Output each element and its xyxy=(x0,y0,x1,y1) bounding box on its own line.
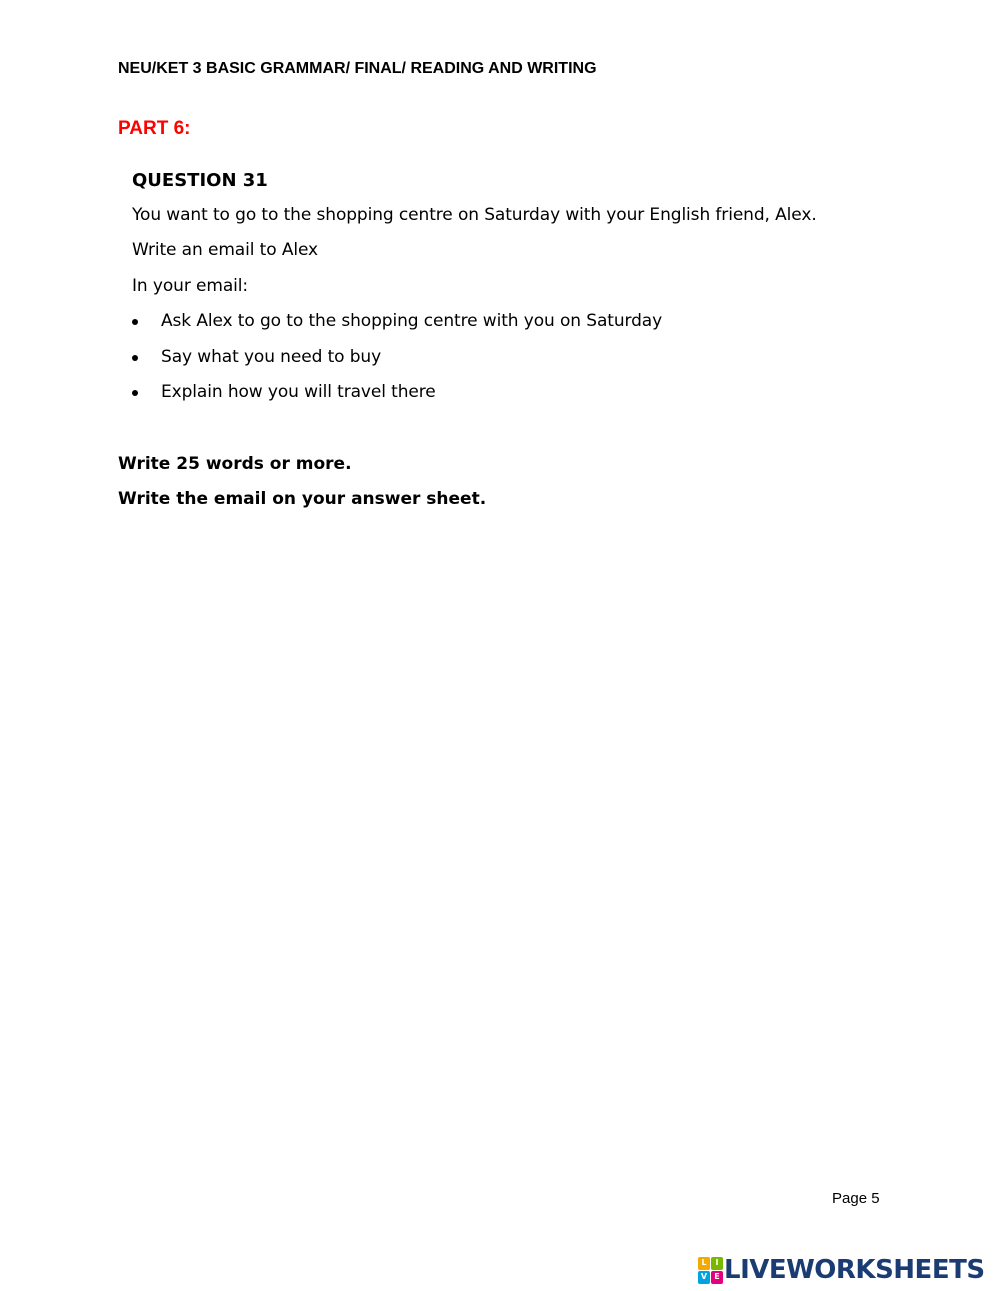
task-description: You want to go to the shopping centre on Saturday with your English friend, Alex. xyxy=(132,205,817,225)
logo-text: LIVEWORKSHEETS xyxy=(724,1255,985,1285)
document-header: NEU/KET 3 BASIC GRAMMAR/ FINAL/ READING AND WRITING xyxy=(118,60,597,77)
word-count-instruction: Write 25 words or more. xyxy=(118,454,352,474)
bullet-icon xyxy=(132,355,138,361)
logo-mark-letter: V xyxy=(698,1271,710,1284)
part-title: PART 6: xyxy=(118,118,191,139)
logo-mark-icon xyxy=(698,1257,722,1283)
question-title: QUESTION 31 xyxy=(132,170,268,191)
answer-sheet-instruction: Write the email on your answer sheet. xyxy=(118,489,487,509)
logo-mark-letter: L xyxy=(698,1257,710,1270)
list-item-text: Say what you need to buy xyxy=(161,346,382,367)
page-number: Page 5 xyxy=(832,1190,880,1207)
email-requirements-label: In your email: xyxy=(132,276,249,296)
logo-mark-letter: E xyxy=(711,1271,723,1284)
bullet-icon xyxy=(132,319,138,325)
bullet-icon xyxy=(132,390,138,396)
list-item-text: Ask Alex to go to the shopping centre with you on Saturday xyxy=(161,311,663,331)
task-instruction: Write an email to Alex xyxy=(132,240,319,260)
liveworksheets-logo xyxy=(698,1254,985,1286)
logo-mark-letter: I xyxy=(711,1257,723,1270)
list-item-text: Explain how you will travel there xyxy=(161,382,436,402)
